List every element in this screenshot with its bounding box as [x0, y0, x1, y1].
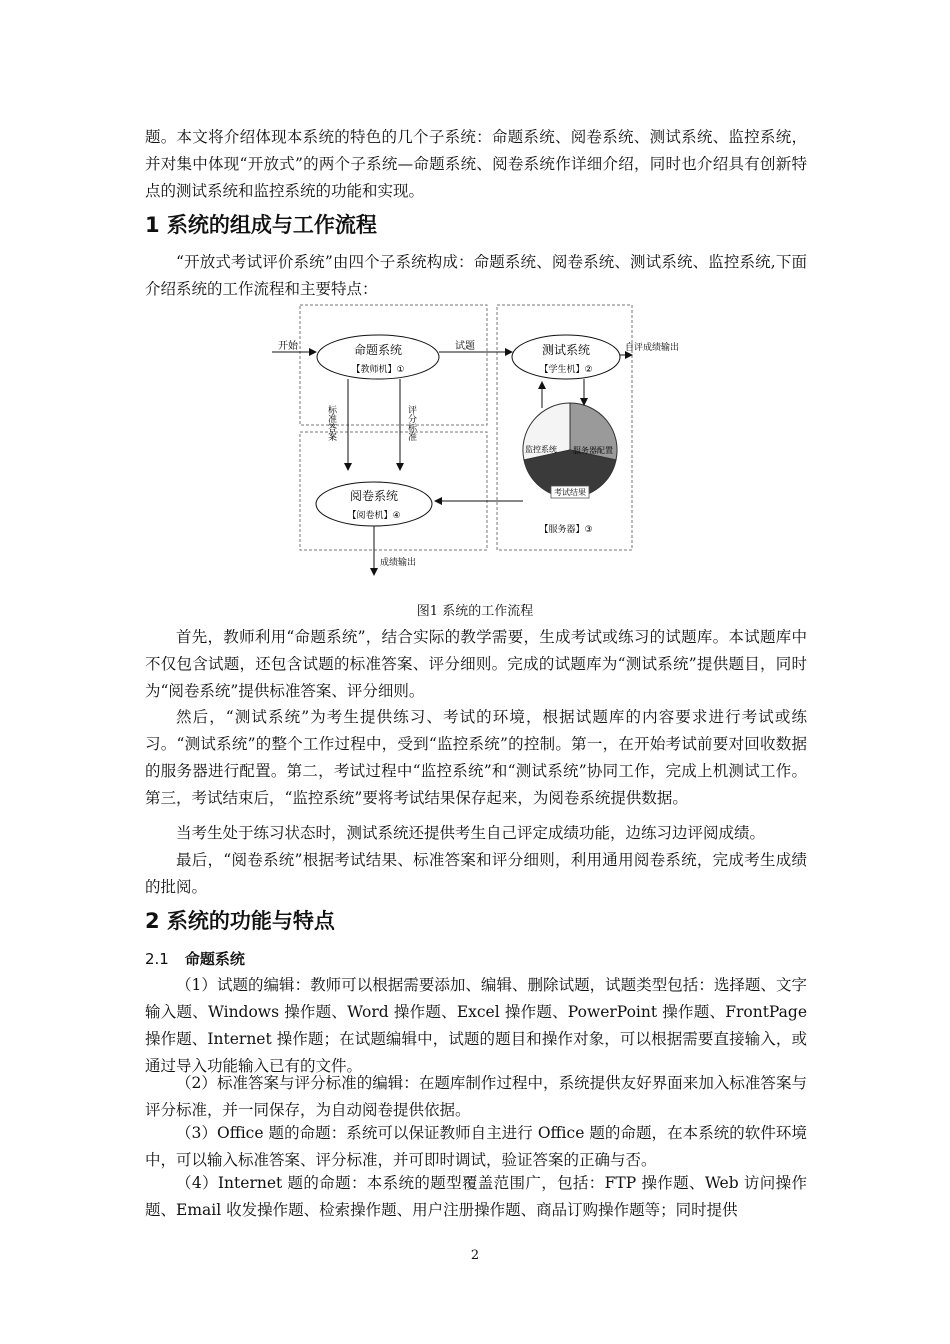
section-2-1-title: 命题系统 — [184, 950, 245, 968]
item-4-paragraph: （4）Internet 题的命题：本系统的题型覆盖范围广，包括：FTP 操作题、Web 访问操作题、Email 收发操作题、检索操作题、用户注册操作题、商品订购操作题等；同时提供 — [145, 1174, 807, 1219]
section-1-heading: 1 系统的组成与工作流程 — [145, 213, 377, 237]
server-pie — [523, 403, 617, 498]
pie-results-label: 考试结果 — [554, 488, 586, 497]
self-eval-output-label: 自评成绩输出 — [625, 343, 680, 353]
item-2-paragraph: （2）标准答案与评分标准的编辑：在题库制作过程中，系统提供友好界面来加入标准答案与评分标准，并一同保存，为自动阅卷提供依据。 — [145, 1074, 807, 1119]
std-answer-label: 标准答案 — [326, 405, 336, 441]
item-3-paragraph: （3）Office 题的命题：系统可以保证教师自主进行 Office 题的命题，在本系统的软件环境中，可以输入标准答案、评分标准，并可即时调试，验证答案的正确与否。 — [145, 1124, 807, 1169]
marking-label: 阅卷系统 — [349, 489, 399, 503]
server-label: 【服务器】③ — [539, 525, 593, 535]
teacher-machine-label: 【教师机】① — [351, 365, 405, 375]
exam-creation-label: 命题系统 — [353, 343, 403, 357]
paragraph-last: 最后，“阅卷系统”根据考试结果、标准答案和评分细则，利用通用阅卷系统，完成考生成绩的批阅。 — [145, 851, 807, 896]
figure-caption: 图1 系统的工作流程 — [416, 604, 534, 619]
workflow-figure — [270, 300, 700, 585]
section-2-heading: 2 系统的功能与特点 — [145, 909, 335, 933]
start-label: 开始 — [278, 341, 298, 352]
questions-label: 试题 — [455, 341, 475, 352]
score-std-label: 评分标准 — [406, 405, 416, 441]
intro-paragraph: 题。本文将介绍体现本系统的特色的几个子系统：命题系统、阅卷系统、测试系统、监控系统，并对集中体现“开放式”的两个子系统—命题系统、阅卷系统作详细介绍，同时也介绍具有创新特点的测试系统和监控系统的功能和实现。 — [145, 128, 807, 200]
paragraph-first: 首先，教师利用“命题系统”，结合实际的教学需要，生成考试或练习的试题库。本试题库中不仅包含试题，还包含试题的标准答案、评分细则。完成的试题库为“测试系统”提供题目，同时为“阅卷系统”提供标准答案、评分细则。 — [145, 628, 807, 700]
section-1-intro: “开放式考试评价系统”由四个子系统构成：命题系统、阅卷系统、测试系统、监控系统,下面介绍系统的工作流程和主要特点： — [145, 253, 807, 298]
paragraph-practice: 当考生处于练习状态时，测试系统还提供考生自己评定成绩功能，边练习边评阅成绩。 — [176, 824, 766, 842]
page-number: 2 — [470, 1248, 480, 1263]
student-machine-label: 【学生机】② — [539, 365, 593, 375]
item-1-paragraph: （1）试题的编辑：教师可以根据需要添加、编辑、删除试题，试题类型包括：选择题、文字输入题、Windows 操作题、Word 操作题、Excel 操作题、PowerPoint 操作题、FrontPage 操作题、Internet 操作题；在试题编辑中，试题的题目和操作对象，可以根据需要直接输入，或通过导入功能输入已有的文件。 — [145, 976, 807, 1075]
pie-monitor-label: 监控系统 — [525, 445, 557, 454]
marking-machine-label: 【阅卷机】④ — [347, 511, 401, 521]
paragraph-then: 然后，“测试系统”为考生提供练习、考试的环境，根据试题库的内容要求进行考试或练习。“测试系统”的整个工作过程中，受到“监控系统”的控制。第一，在开始考试前要对回收数据的服务器进行配置。第二，考试过程中“监控系统”和“测试系统”协同工作，完成上机测试工作。第三，考试结束后，“监控系统”要将考试结果保存起来，为阅卷系统提供数据。 — [145, 708, 807, 807]
pie-config-label: 服务器配置 — [573, 446, 613, 455]
section-2-1-number: 2.1 — [145, 950, 169, 968]
score-output-label: 成绩输出 — [380, 558, 417, 568]
testing-label: 测试系统 — [541, 343, 591, 357]
section-2-1-heading — [145, 947, 245, 971]
